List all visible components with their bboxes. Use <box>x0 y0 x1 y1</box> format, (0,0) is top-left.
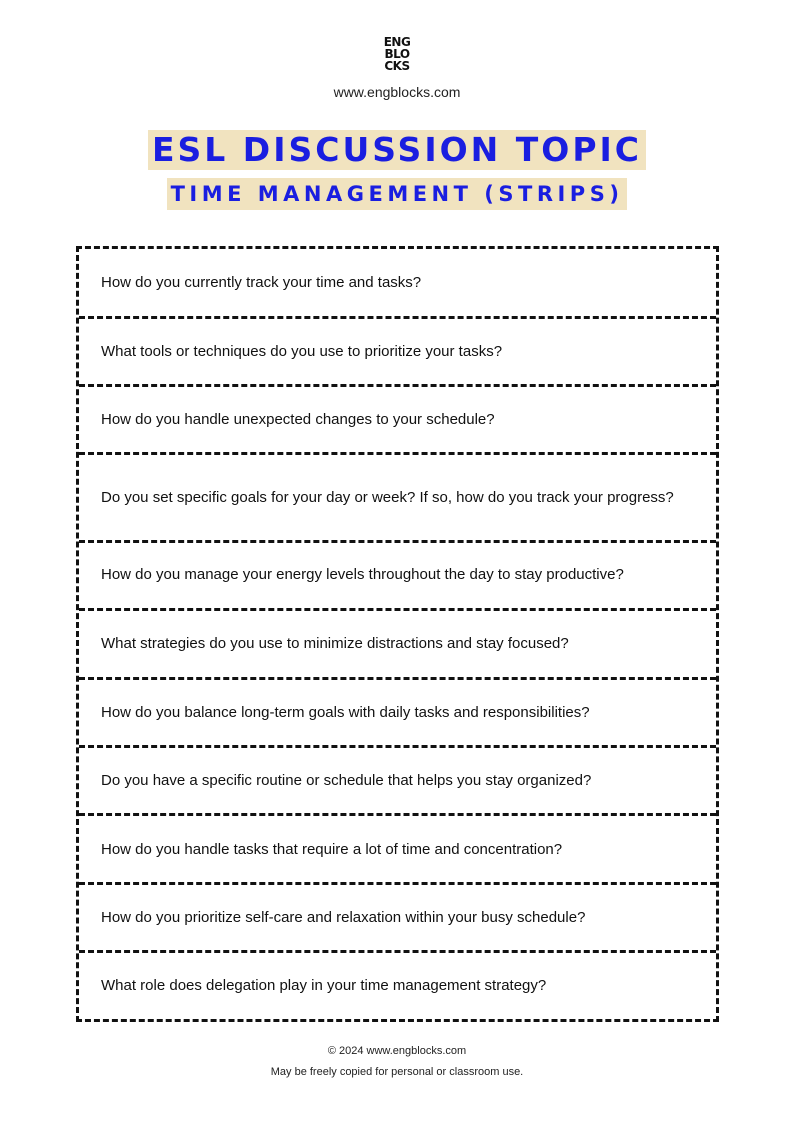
question-strip <box>79 249 716 317</box>
question-strip <box>79 455 716 541</box>
page-subtitle: TIME MANAGEMENT (STRIPS) <box>167 178 628 210</box>
question-strip <box>79 816 716 884</box>
footer-copyright: © 2024 www.engblocks.com <box>327 1045 467 1057</box>
question-text: Do you have a specific routine or schedule that helps you stay organized? <box>101 772 592 789</box>
question-strip <box>79 543 716 607</box>
site-url: www.engblocks.com <box>333 84 461 100</box>
question-text: How do you handle unexpected changes to your schedule? <box>101 411 495 428</box>
question-text: How do you handle tasks that require a lot of time and concentration? <box>101 841 563 858</box>
question-strip <box>79 387 716 453</box>
question-strip <box>79 748 716 814</box>
question-strip <box>79 885 716 951</box>
question-strip <box>79 319 716 385</box>
logo-line-1: ENG <box>383 35 411 49</box>
question-text: How do you prioritize self-care and relaxation within your busy schedule? <box>101 909 586 926</box>
question-strip <box>79 680 716 746</box>
question-strips <box>76 246 719 1022</box>
question-text: What tools or techniques do you use to prioritize your tasks? <box>101 343 503 360</box>
question-strip <box>79 611 716 677</box>
question-text: How do you currently track your time and tasks? <box>101 274 422 291</box>
engblocks-logo <box>0 36 794 75</box>
logo-line-2: BLO <box>384 47 410 61</box>
logo-line-3: CKS <box>384 59 410 73</box>
footer-note: May be freely copied for personal or classroom use. <box>270 1066 524 1078</box>
question-text: What strategies do you use to minimize distractions and stay focused? <box>101 635 569 652</box>
question-strip <box>79 953 716 1019</box>
page-title: ESL DISCUSSION TOPIC <box>148 130 646 170</box>
question-text: Do you set specific goals for your day or week? If so, how do you track your progress? <box>101 489 674 506</box>
question-text: How do you manage your energy levels throughout the day to stay productive? <box>101 566 624 583</box>
question-text: What role does delegation play in your time management strategy? <box>101 977 547 994</box>
question-text: How do you balance long-term goals with daily tasks and responsibilities? <box>101 704 590 721</box>
